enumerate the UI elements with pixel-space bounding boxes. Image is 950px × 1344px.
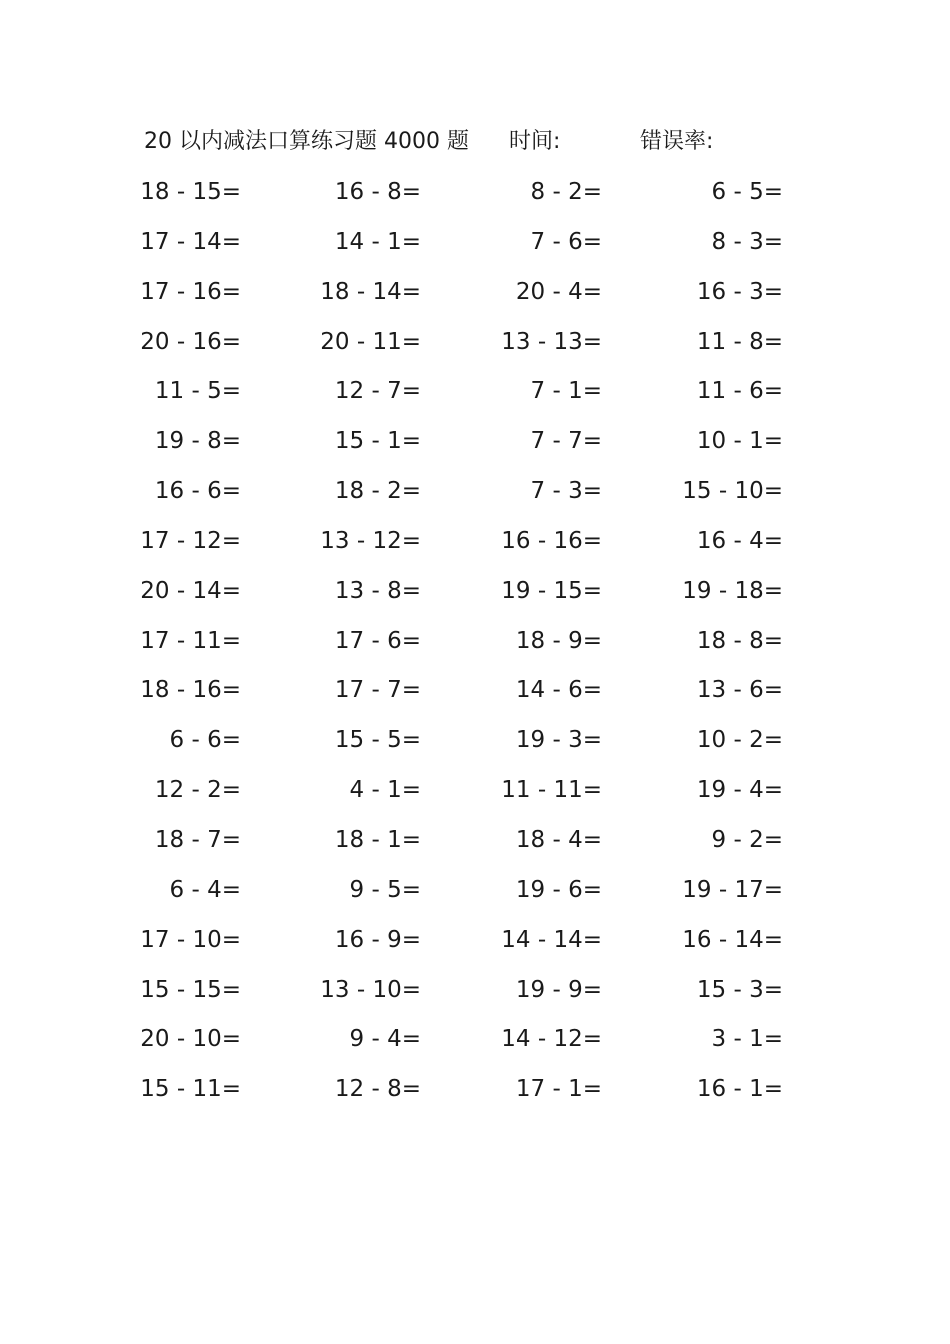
problem-cell: 19 - 6= <box>515 876 602 903</box>
problem-cell: 14 - 1= <box>334 228 421 255</box>
problem-cell: 12 - 8= <box>334 1076 421 1103</box>
problem-row <box>0 521 950 571</box>
problem-cell: 16 - 14= <box>682 926 783 953</box>
problem-cell: 11 - 8= <box>696 328 783 355</box>
problem-cell: 19 - 18= <box>682 577 783 604</box>
problem-cell: 16 - 1= <box>696 1076 783 1103</box>
problem-row <box>0 920 950 970</box>
problem-cell: 12 - 2= <box>154 777 241 804</box>
problem-cell: 9 - 5= <box>349 876 421 903</box>
problem-cell: 13 - 12= <box>320 527 421 554</box>
problem-cell: 13 - 6= <box>696 677 783 704</box>
problem-cell: 17 - 16= <box>140 278 241 305</box>
problem-grid <box>0 172 950 1119</box>
problem-cell: 4 - 1= <box>349 777 421 804</box>
problem-cell: 16 - 16= <box>501 527 602 554</box>
problem-cell: 6 - 6= <box>169 727 241 754</box>
problem-cell: 11 - 5= <box>154 378 241 405</box>
time-label: 时间: <box>509 129 561 154</box>
problem-cell: 15 - 1= <box>334 428 421 455</box>
problem-cell: 19 - 9= <box>515 976 602 1003</box>
problem-cell: 17 - 11= <box>140 627 241 654</box>
problem-cell: 14 - 14= <box>501 926 602 953</box>
problem-cell: 10 - 2= <box>696 727 783 754</box>
problem-cell: 15 - 3= <box>696 976 783 1003</box>
problem-cell: 10 - 1= <box>696 428 783 455</box>
problem-cell: 19 - 3= <box>515 727 602 754</box>
problem-cell: 18 - 16= <box>140 677 241 704</box>
problem-row <box>0 1019 950 1069</box>
problem-cell: 12 - 7= <box>334 378 421 405</box>
problem-row <box>0 670 950 720</box>
problem-cell: 17 - 7= <box>334 677 421 704</box>
worksheet-title: 20 以内减法口算练习题 4000 题 <box>144 129 469 154</box>
problem-cell: 13 - 8= <box>334 577 421 604</box>
problem-cell: 18 - 8= <box>696 627 783 654</box>
problem-cell: 7 - 7= <box>530 428 602 455</box>
problem-cell: 7 - 3= <box>530 478 602 505</box>
problem-cell: 7 - 6= <box>530 228 602 255</box>
problem-row <box>0 571 950 621</box>
problem-cell: 19 - 17= <box>682 876 783 903</box>
problem-cell: 18 - 9= <box>515 627 602 654</box>
problem-cell: 8 - 2= <box>530 179 602 205</box>
problem-cell: 13 - 10= <box>320 976 421 1003</box>
problem-cell: 20 - 11= <box>320 328 421 355</box>
problem-row <box>0 770 950 820</box>
problem-cell: 16 - 6= <box>154 478 241 505</box>
problem-cell: 6 - 5= <box>711 179 783 205</box>
problem-cell: 13 - 13= <box>501 328 602 355</box>
problem-row <box>0 371 950 421</box>
problem-cell: 16 - 4= <box>696 527 783 554</box>
problem-row <box>0 471 950 521</box>
problem-row <box>0 720 950 770</box>
problem-cell: 14 - 6= <box>515 677 602 704</box>
problem-cell: 18 - 14= <box>320 278 421 305</box>
problem-cell: 18 - 15= <box>140 179 241 205</box>
problem-cell: 11 - 11= <box>501 777 602 804</box>
problem-cell: 17 - 6= <box>334 627 421 654</box>
problem-row <box>0 222 950 272</box>
problem-cell: 19 - 8= <box>154 428 241 455</box>
problem-cell: 18 - 4= <box>515 826 602 853</box>
problem-row <box>0 970 950 1020</box>
problem-row <box>0 621 950 671</box>
problem-cell: 17 - 14= <box>140 228 241 255</box>
problem-cell: 18 - 7= <box>154 826 241 853</box>
problem-cell: 18 - 1= <box>334 826 421 853</box>
problem-cell: 9 - 2= <box>711 826 783 853</box>
problem-cell: 16 - 3= <box>696 278 783 305</box>
problem-cell: 17 - 12= <box>140 527 241 554</box>
problem-cell: 7 - 1= <box>530 378 602 405</box>
problem-cell: 15 - 11= <box>140 1076 241 1103</box>
problem-row <box>0 1069 950 1119</box>
problem-cell: 8 - 3= <box>711 228 783 255</box>
problem-cell: 15 - 15= <box>140 976 241 1003</box>
problem-cell: 15 - 5= <box>334 727 421 754</box>
problem-cell: 20 - 14= <box>140 577 241 604</box>
problem-row <box>0 870 950 920</box>
problem-cell: 16 - 9= <box>334 926 421 953</box>
problem-cell: 17 - 1= <box>515 1076 602 1103</box>
problem-row <box>0 322 950 372</box>
problem-row <box>0 272 950 322</box>
problem-cell: 20 - 4= <box>515 278 602 305</box>
problem-row <box>0 421 950 471</box>
problem-cell: 20 - 16= <box>140 328 241 355</box>
problem-row <box>0 172 950 222</box>
problem-cell: 17 - 10= <box>140 926 241 953</box>
problem-cell: 19 - 4= <box>696 777 783 804</box>
problem-cell: 16 - 8= <box>334 179 421 205</box>
error-rate-label: 错误率: <box>640 129 714 154</box>
worksheet-header <box>0 125 950 159</box>
problem-cell: 3 - 1= <box>711 1026 783 1053</box>
problem-cell: 19 - 15= <box>501 577 602 604</box>
problem-cell: 11 - 6= <box>696 378 783 405</box>
problem-cell: 6 - 4= <box>169 876 241 903</box>
problem-cell: 14 - 12= <box>501 1026 602 1053</box>
problem-cell: 9 - 4= <box>349 1026 421 1053</box>
problem-cell: 15 - 10= <box>682 478 783 505</box>
problem-cell: 20 - 10= <box>140 1026 241 1053</box>
problem-row <box>0 820 950 870</box>
problem-cell: 18 - 2= <box>334 478 421 505</box>
